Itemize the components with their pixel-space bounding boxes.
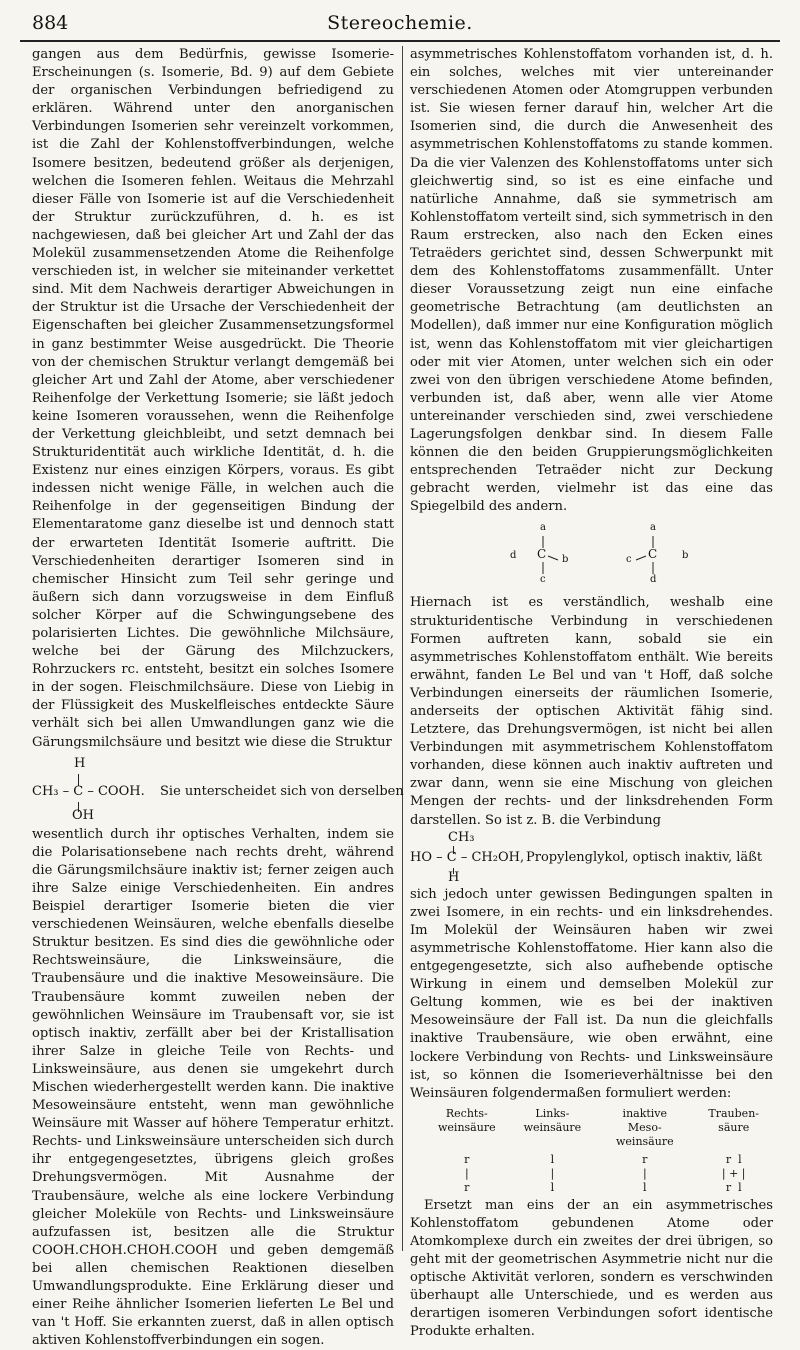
page-number: 884 xyxy=(32,12,69,34)
header-mesoweinsaeure: inaktive Meso- weinsäure xyxy=(616,1106,674,1148)
left-column xyxy=(32,46,404,1349)
table-cell: r xyxy=(464,1152,470,1166)
table-cell: r xyxy=(464,1180,470,1194)
table-cell: | xyxy=(642,1166,647,1180)
left-label-a: a xyxy=(540,522,546,534)
lactic-acid-formula xyxy=(32,752,404,826)
left-label-c: c xyxy=(540,574,546,586)
left-label-C: C xyxy=(537,547,547,562)
table-cell: r l xyxy=(725,1152,742,1166)
formula-trailing-text: Propylenglykol, optisch inaktiv, läßt xyxy=(526,849,763,865)
right-label-d: d xyxy=(650,574,657,586)
right-paragraph-1: asymmetrisches Kohlenstoffatom vorhanden ist, d. h. ein solches, welches mit vier untereinander verschiedenen Atomen oder Atomgruppen verbunden ist. Sie wiesen ferner darauf hin, welcher Art die Isomerien sind, die durch die Anwesenheit des asymmetrischen Kohlenstoffatoms zu stande kommen. Da die vier Valenzen des Kohlenstoffatoms unter sich gleichwertig sind, so ist es eine einfache und natürliche Annahme, daß sie symmetrisch am Kohlenstoffatom verteilt sind, sich symmetrisch in den Raum erstrecken, also nach den Ecken eines Tetraëders gerichtet sind, dessen Schwerpunkt mit dem des Kohlenstoffatoms zusammenfällt. Unter dieser Voraussetzung zeigt nun eine einfache geometrische Betrachtung (am deutlichsten an Modellen), daß immer nur eine Konfiguration möglich ist, wenn das Kohlenstoffatom mit vier gleichartigen oder mit vier Atomen, unter welchen sich ein oder zwei von den übrigen verschiedene Atome befinden, verbunden ist, daß aber, wenn alle vier Atome untereinander verschieden sind, zwei verschiedene Lagerungsfolgen denkbar sind. In diesem Falle können die den beiden Gruppierungsmöglichkeiten entsprechenden Tetraëder nicht zur Deckung gebracht werden, vielmehr ist das eine das Spiegelbild des andern. xyxy=(410,47,773,515)
tetrahedron-mirror-figure xyxy=(410,516,773,594)
left-label-d: d xyxy=(510,550,517,562)
header-linksweinsaeure: Links- weinsäure xyxy=(523,1106,582,1134)
formula-top-group: CH₃ xyxy=(448,829,475,845)
right-column xyxy=(410,46,773,1340)
table-row xyxy=(424,1167,773,1181)
column-divider xyxy=(402,46,403,1251)
formula-trailing-text: Sie unterscheidet sich von derselben xyxy=(160,783,404,799)
propylene-glycol-formula xyxy=(410,830,773,886)
table-cell: | + | xyxy=(721,1166,746,1180)
table-row xyxy=(424,1181,773,1195)
left-paragraph-2: wesentlich durch ihr optisches Verhalten, indem sie die Polarisationsebene nach rechts dreht, während die Gärungsmilchsäure inaktiv ist; ferner zeigen auch ihre Salze einige Verschiedenheiten. Ein andres Beispiel derartiger Isomerie bieten die vier verschiedenen Weinsäuren, welche ebenfalls dieselbe Struktur besitzen. Es sind dies die gewöhnliche oder Rechtsweinsäure, die Linksweinsäure, die Traubensäure und die inaktive Mesoweinsäure. Die Traubensäure kommt zuweilen neben der gewöhnlichen Weinsäure im Traubensaft vor, sie ist optisch inaktiv, zerfällt aber bei der Kristallisation ihrer Salze in gleiche Teile von Rechts- und Linksweinsäure, aus denen sie umgekehrt durch Mischen wiederhergestellt werden kann. Die inaktive Mesoweinsäure entsteht, wenn man gewöhnliche Weinsäure mit Wasser auf höhere Temperatur erhitzt. Rechts- und Linksweinsäure unterscheiden sich durch ihr entgegengesetztes, übrigens gleich großes Drehungsvermögen. Mit Ausnahme der Traubensäure, welche als eine lockere Verbindung gleicher Moleküle von Rechts- und Linksweinsäure aufzufassen ist, besitzen alle die Struktur COOH.CHOH.CHOH.COOH und geben demgemäß bei allen chemischen Reaktionen dieselben Umwandlungsprodukte. Eine Erklärung dieser und einer Reihe ähnlicher Isomerien lieferten Le Bel und van 't Hoff. Sie erkannten zuerst, daß in allen optisch aktiven Kohlenstoffverbindungen ein sogen. xyxy=(32,826,394,1349)
isomer-table xyxy=(424,1107,773,1195)
table-cell: | xyxy=(550,1166,555,1180)
left-paragraph-1: gangen aus dem Bedürfnis, gewisse Isomerie-Erscheinungen (s. Isomerie, Bd. 9) auf dem Gebiete der organischen Verbindungen befriedigend zu erklären. Während unter den anorganischen Verbindungen Isomerien sehr vereinzelt vorkommen, ist die Zahl der Kohlenstoffverbindungen, welche Isomere besitzen, bedeutend größer als derjenigen, welchen die Isomeren fehlen. Weitaus die Mehrzahl dieser Fälle von Isomerie ist auf die Verschiedenheit der Struktur zurückzuführen, d. h. es ist nachgewiesen, daß bei gleicher Art und Zahl der das Molekül zusammensetzenden Atome die Reihenfolge verschieden ist, in welcher sie miteinander verkettet sind. Mit dem Nachweis derartiger Abweichungen in der Struktur ist die Ursache der Verschiedenheit der Eigenschaften bei gleicher Zusammensetzungsformel in ganz bestimmter Weise ausgedrückt. Die Theorie von der chemischen Struktur verlangt demgemäß bei gleicher Art und Zahl der Atome, aber verschiedener Reihenfolge der Verkettung Isomerie; sie läßt jedoch keine Isomeren voraussehen, wenn die Reihenfolge der Verkettung gleichbleibt, und setzt demnach bei Strukturidentität auch wirkliche Identität, d. h. die Existenz nur eines einzigen Körpers, voraus. Es gibt indessen nicht wenige Fälle, in welchen auch die Reihenfolge in der gegenseitigen Bindung der Elementaratome ganz dieselbe ist und dennoch statt der erwarteten Identität Isomerie auftritt. Die Verschiedenheiten derartiger Isomeren sind in chemischer Hinsicht zum Teil sehr geringe und äußern sich dann vorzugsweise in dem Einfluß solcher Körper auf die Schwingungsebene des polarisierten Lichtes. Die gewöhnliche Milchsäure, welche bei der Gärung des Milchzuckers, Rohrzuckers rc. entsteht, besitzt ein solches Isomere in der sogen. Fleischmilchsäure. Diese von Liebig in der Flüssigkeit des Muskelfleisches entdeckte Säure verhält sich bei allen Umwandlungen ganz wie die Gärungsmilchsäure und besitzt wie diese die Struktur xyxy=(32,47,394,750)
header-traubensaeure: Trauben- säure xyxy=(708,1106,759,1134)
page-title: Stereochemie. xyxy=(327,12,473,34)
formula-bottom-atom: H xyxy=(448,869,460,885)
right-paragraph-2: Hiernach ist es verständlich, weshalb eine strukturidentische Verbindung in verschiedenen Formen auftreten kann, sobald sie ein asymmetrisches Kohlenstoffatom enthält. Wie bereits erwähnt, fanden Le Bel und van 't Hoff, daß solche Verbindungen einerseits der räumlichen Isomerie, anderseits der optischen Aktivität fähig sind. Letztere, das Drehungsvermögen, ist nicht bei allen Verbindungen mit asymmetrischem Kohlenstoffatom vorhanden, diese können auch inaktiv auftreten und zwar dann, wenn sie eine Mischung von gleichen Mengen der rechts- und der linksdrehenden Form darstellen. So ist z. B. die Verbindung xyxy=(410,595,773,828)
formula-bottom-group: OH xyxy=(72,807,94,823)
table-cell: l xyxy=(550,1152,555,1166)
formula-top-atom: H xyxy=(74,755,86,771)
right-label-a: a xyxy=(650,522,656,534)
table-row xyxy=(424,1153,773,1167)
formula-main: HO – C – CH₂OH, xyxy=(410,849,525,865)
table-cell: l xyxy=(550,1180,555,1194)
table-cell: | xyxy=(464,1166,469,1180)
bond-lines xyxy=(410,516,773,594)
right-label-C: C xyxy=(648,547,658,562)
formula-main: CH₃ – C – COOH. xyxy=(32,783,145,799)
header-rechtsweinsaeure: Rechts- weinsäure xyxy=(438,1106,496,1134)
right-paragraph-3: sich jedoch unter gewissen Bedingungen spalten in zwei Isomere, in ein rechts- und ein linksdrehendes. Im Molekül der Weinsäuren haben wir zwei asymmetrische Kohlenstoffatome. Hier kann also die entgegengesetzte, sich also aufhebende optische Wirkung in einem und demselben Molekül zur Geltung kommen, wie es bei der inaktiven Mesoweinsäure der Fall ist. Da nun die gleichfalls inaktive Traubensäure, wie oben erwähnt, eine lockere Verbindung von Rechts- und Linksweinsäure ist, so können die Isomerieverhältnisse bei den Weinsäuren folgendermaßen formuliert werden: xyxy=(410,886,773,1101)
table-cell: r xyxy=(642,1152,648,1166)
page-header xyxy=(20,10,780,42)
right-label-c: c xyxy=(626,554,632,566)
right-paragraph-4: Ersetzt man eins der an ein asymmetrisches Kohlenstoffatom gebundenen Atome oder Atomkomplexe durch ein zweites der drei übrigen, so geht mit der geometrischen Asymmetrie nicht nur die optische Aktivität verloren, sondern es verschwinden überhaupt alle Unterschiede, und es werden aus derartigen isomeren Verbindungen sofort identische Produkte erhalten. xyxy=(410,1197,773,1340)
table-cell: r l xyxy=(725,1180,742,1194)
left-label-b: b xyxy=(562,554,569,566)
table-cell: l xyxy=(643,1180,647,1194)
right-label-b: b xyxy=(682,550,689,562)
